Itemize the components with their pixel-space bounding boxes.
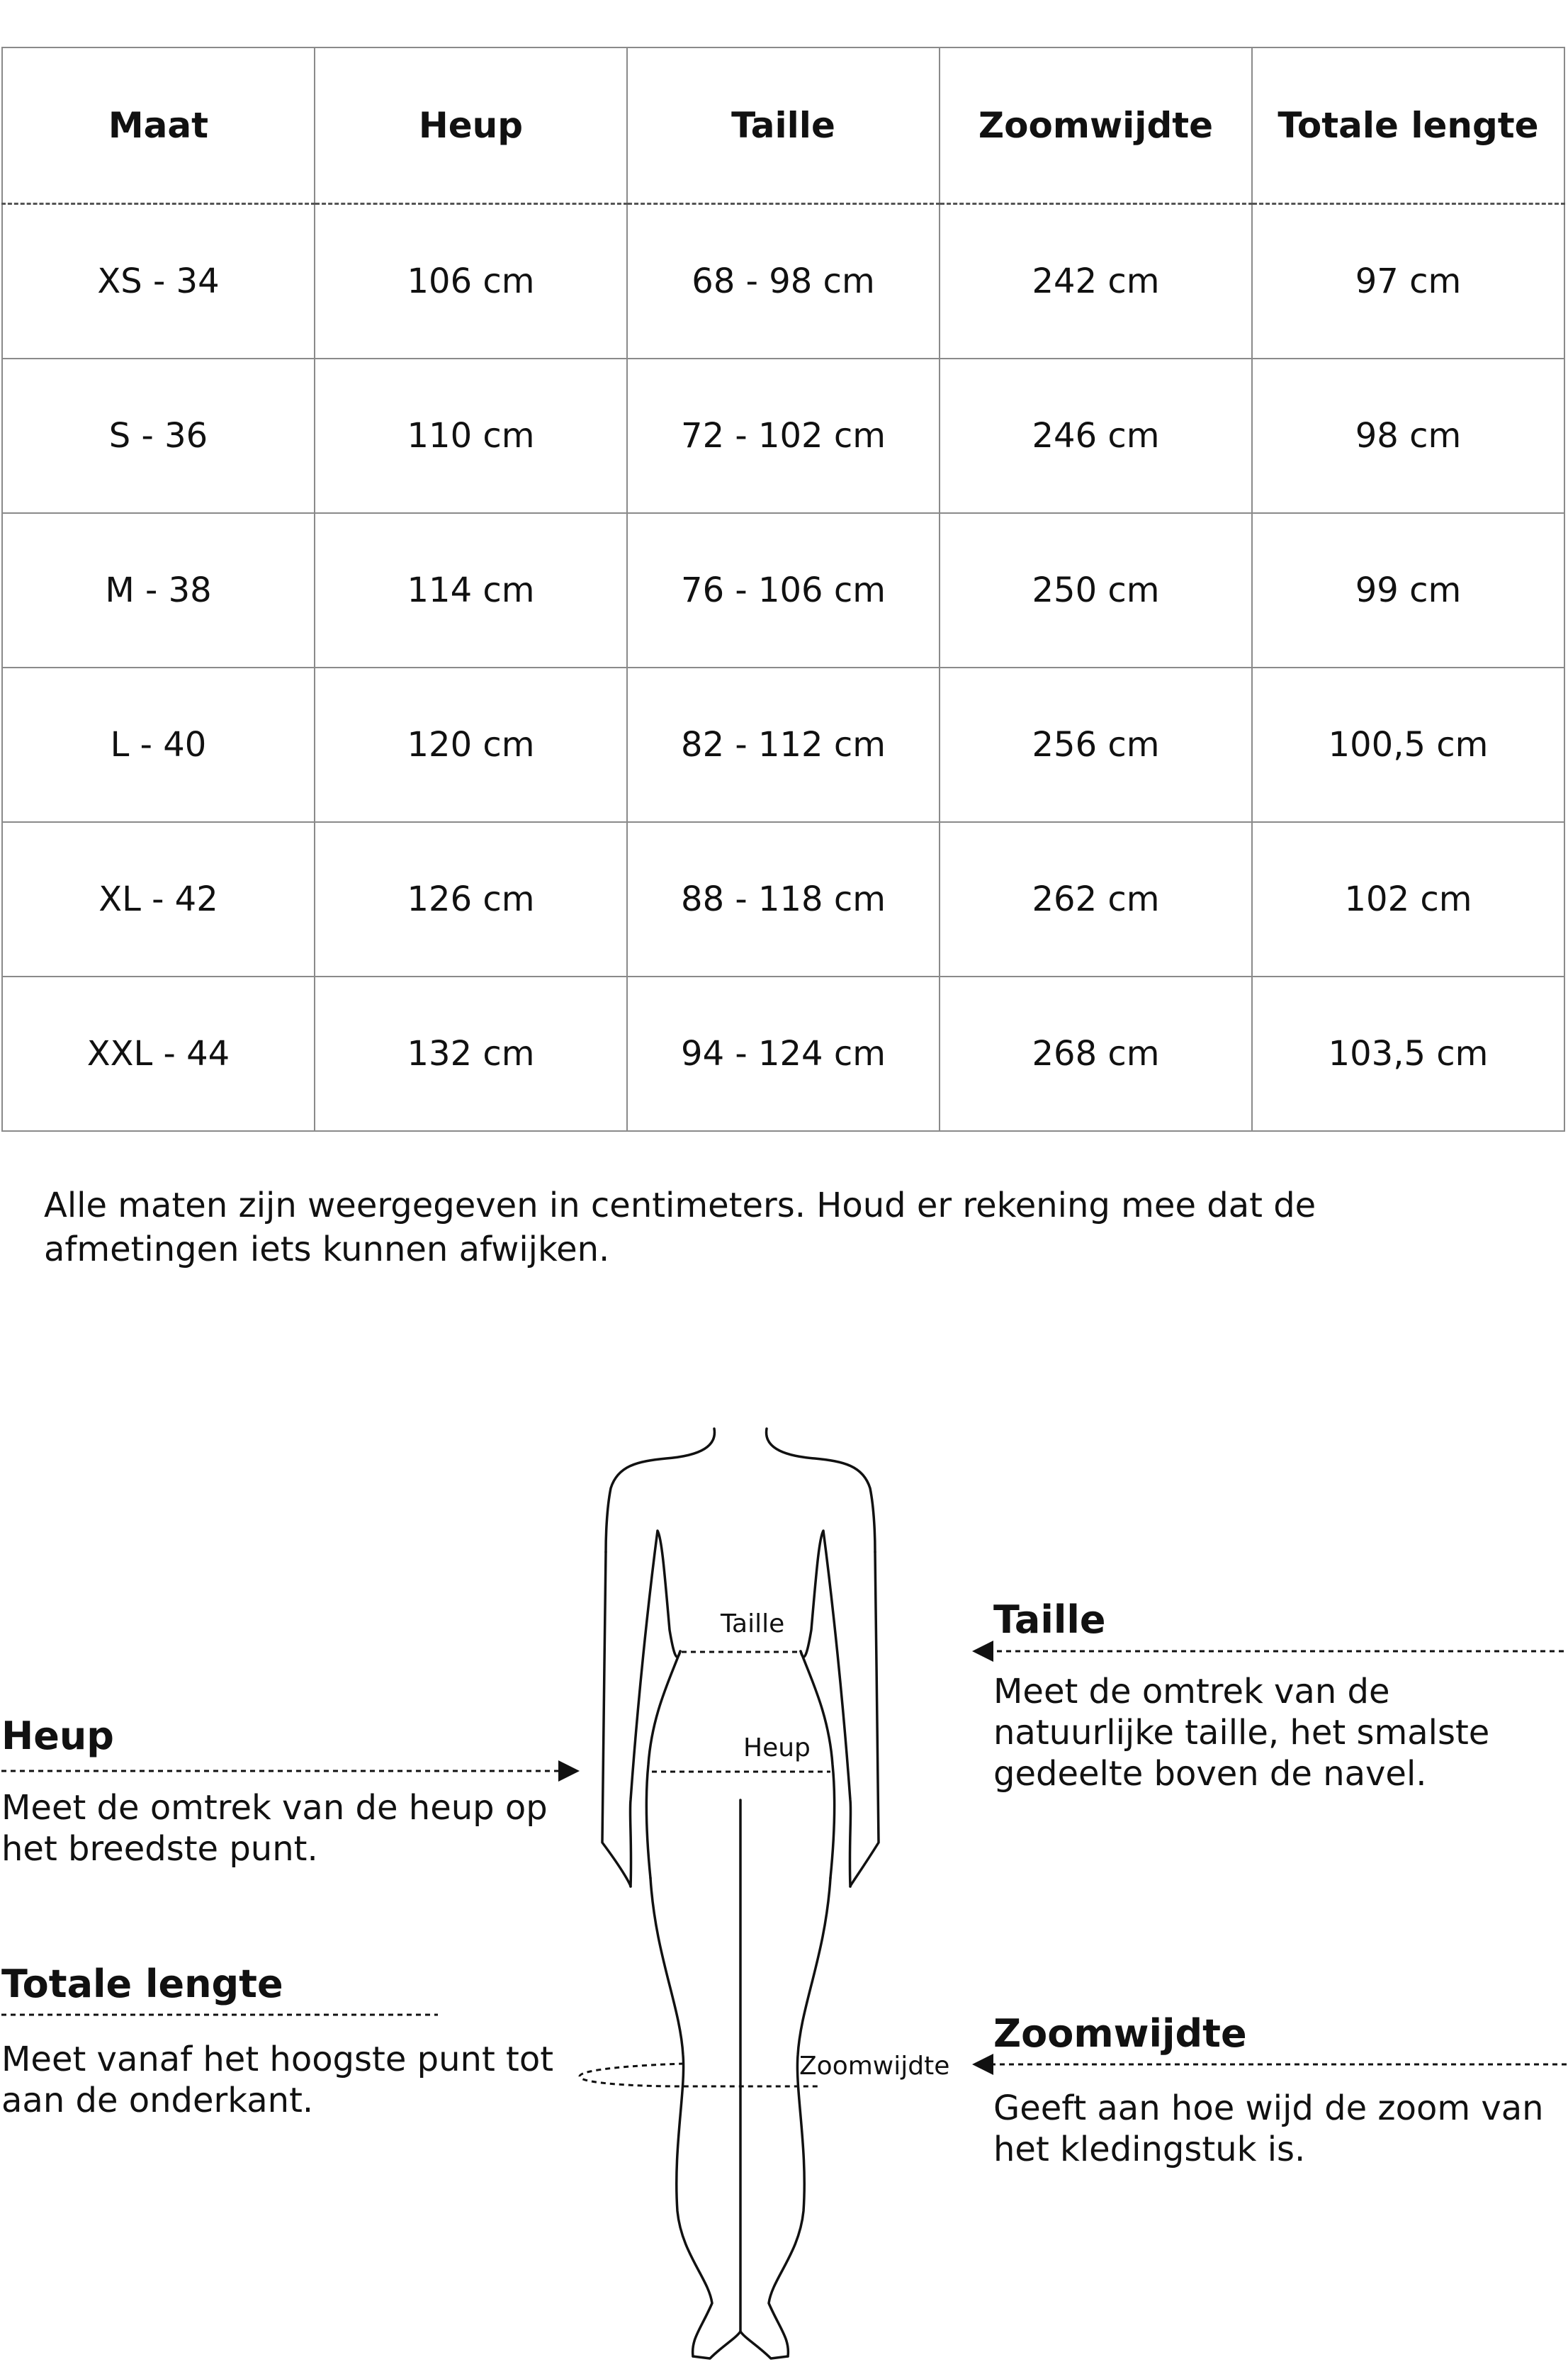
right-outer-arm [850,1552,879,1886]
cell-heup: 120 cm [315,668,627,822]
guide-taille-text: Meet de omtrek van de natuurlijke taille, het smalste gedeelte boven de navel. [993,1672,1490,1794]
figure-label-taille: Taille [721,1609,785,1638]
right-inner-arm [801,1531,851,1886]
cell-heup: 132 cm [315,977,627,1131]
cell-zoomwijdte: 256 cm [940,668,1252,822]
cell-zoomwijdte: 268 cm [940,977,1252,1131]
cell-zoomwijdte: 242 cm [940,204,1252,359]
cell-taille: 76 - 106 cm [627,513,940,668]
cell-zoomwijdte: 246 cm [940,359,1252,513]
figure-label-heup: Heup [743,1733,811,1762]
guide-totale-lengte-title: Totale lengte [1,1962,283,2006]
figure-label-zoomwijdte: Zoomwijdte [799,2052,950,2081]
cell-heup: 126 cm [315,822,627,977]
cell-heup: 106 cm [315,204,627,359]
table-row [2,204,1564,359]
table-header-row [2,47,1564,204]
cell-zoomwijdte: 262 cm [940,822,1252,977]
right-shoulder-line [767,1429,875,1552]
table-row [2,977,1564,1131]
cell-maat: S - 36 [2,359,315,513]
cell-totale-lengte: 102 cm [1252,822,1564,977]
cell-totale-lengte: 103,5 cm [1252,977,1564,1131]
guide-taille-title: Taille [993,1597,1106,1642]
cell-maat: XXL - 44 [2,977,315,1131]
cell-totale-lengte: 100,5 cm [1252,668,1564,822]
right-leg-outer [769,1878,830,2356]
measurement-note: Alle maten zijn weergegeven in centimeters. Houd er rekening mee dat de afmetingen iets kunnen afwijken. [44,1186,1316,1269]
left-torso [646,1651,680,1878]
guide-totale-lengte-text: Meet vanaf het hoogste punt tot aan de onderkant. [1,2040,554,2120]
cell-maat: XL - 42 [2,822,315,977]
guide-zoomwijdte-text: Geeft aan hoe wijd de zoom van het kledingstuk is. [993,2088,1544,2169]
cell-taille: 94 - 124 cm [627,977,940,1131]
guide-zoomwijdte-title: Zoomwijdte [993,2011,1247,2056]
right-torso [801,1651,835,1878]
cell-totale-lengte: 97 cm [1252,204,1564,359]
header-totale-lengte: Totale lengte [1252,47,1564,204]
header-zoomwijdte: Zoomwijdte [940,47,1252,204]
cell-maat: L - 40 [2,668,315,822]
feet [693,2332,788,2358]
size-table [1,47,1565,1132]
cell-totale-lengte: 98 cm [1252,359,1564,513]
header-heup: Heup [315,47,627,204]
left-shoulder-line [606,1429,714,1552]
left-leg-outer [650,1878,712,2356]
cell-maat: XS - 34 [2,204,315,359]
cell-heup: 114 cm [315,513,627,668]
cell-maat: M - 38 [2,513,315,668]
table-row [2,822,1564,977]
cell-taille: 88 - 118 cm [627,822,940,977]
cell-heup: 110 cm [315,359,627,513]
silhouette-outline [602,1429,879,2358]
cell-totale-lengte: 99 cm [1252,513,1564,668]
guide-heup-title: Heup [1,1714,114,1758]
hem-ellipse [580,2064,820,2086]
cell-taille: 82 - 112 cm [627,668,940,822]
header-maat: Maat [2,47,315,204]
left-inner-arm [630,1531,680,1886]
left-outer-arm [602,1552,631,1886]
table-row [2,513,1564,668]
table-row [2,668,1564,822]
guide-heup-text: Meet de omtrek van de heup op het breedste punt. [1,1788,548,1869]
cell-taille: 68 - 98 cm [627,204,940,359]
header-taille: Taille [627,47,940,204]
cell-zoomwijdte: 250 cm [940,513,1252,668]
cell-taille: 72 - 102 cm [627,359,940,513]
table-row [2,359,1564,513]
